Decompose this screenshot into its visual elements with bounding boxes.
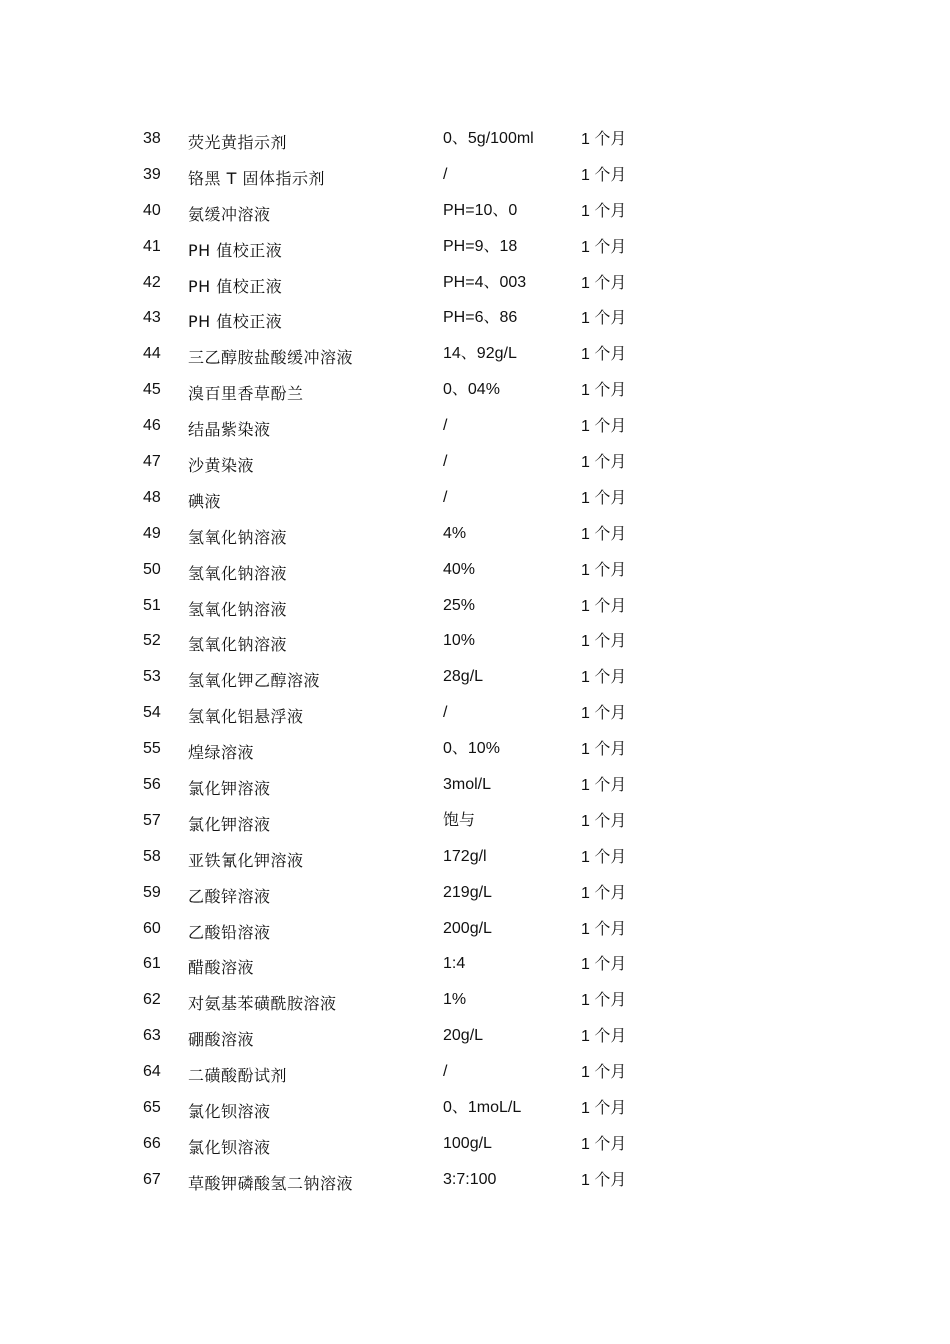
validity-period: 1 个月 xyxy=(581,1100,627,1118)
table-row xyxy=(0,984,950,1020)
table-row xyxy=(0,877,950,913)
reagent-name: 氨缓冲溶液 xyxy=(188,204,271,224)
row-number: 53 xyxy=(143,668,161,686)
reagent-concentration: 14、92g/L xyxy=(443,345,517,363)
validity-period: 1 个月 xyxy=(581,1135,627,1153)
reagent-concentration: / xyxy=(443,453,448,471)
table-row xyxy=(0,446,950,482)
table-row xyxy=(0,769,950,805)
validity-period: 1 个月 xyxy=(581,992,627,1010)
reagent-name: 氢氧化铝悬浮液 xyxy=(188,707,304,727)
table-row xyxy=(0,482,950,518)
reagent-concentration: 100g/L xyxy=(443,1134,492,1152)
row-number: 46 xyxy=(143,417,161,435)
validity-period: 1 个月 xyxy=(581,597,627,615)
table-row xyxy=(0,1092,950,1128)
table-row xyxy=(0,1020,950,1056)
reagent-concentration: 4% xyxy=(443,524,467,542)
reagent-concentration: 0、04% xyxy=(443,381,500,399)
validity-period: 1 个月 xyxy=(581,777,627,795)
reagent-table xyxy=(0,123,950,1200)
reagent-name: 氢氧化钾乙醇溶液 xyxy=(188,671,321,691)
reagent-concentration: 200g/L xyxy=(443,919,492,937)
reagent-concentration: 25% xyxy=(443,596,476,614)
row-number: 43 xyxy=(143,309,161,327)
table-row xyxy=(0,123,950,159)
reagent-name: 氯化钡溶液 xyxy=(188,1102,271,1122)
reagent-concentration: 饱与 xyxy=(443,811,476,829)
table-row xyxy=(0,948,950,984)
reagent-concentration: PH=9、18 xyxy=(443,237,518,255)
row-number: 67 xyxy=(143,1170,161,1188)
reagent-name: 氢氧化钠溶液 xyxy=(188,599,288,619)
reagent-concentration: 0、1moL/L xyxy=(443,1099,522,1117)
row-number: 48 xyxy=(143,488,161,506)
row-number: 51 xyxy=(143,596,161,614)
reagent-concentration: / xyxy=(443,165,448,183)
reagent-concentration: 28g/L xyxy=(443,668,484,686)
reagent-concentration: 40% xyxy=(443,560,476,578)
row-number: 58 xyxy=(143,847,161,865)
reagent-name: 碘液 xyxy=(188,491,222,511)
reagent-name: PH 值校正液 xyxy=(188,276,283,296)
reagent-name: 煌绿溶液 xyxy=(188,743,255,763)
table-row xyxy=(0,625,950,661)
reagent-concentration: 3mol/L xyxy=(443,776,492,794)
reagent-concentration: / xyxy=(443,704,448,722)
validity-period: 1 个月 xyxy=(581,920,627,938)
row-number: 65 xyxy=(143,1099,161,1117)
validity-period: 1 个月 xyxy=(581,669,627,687)
validity-period: 1 个月 xyxy=(581,741,627,759)
table-row xyxy=(0,554,950,590)
row-number: 60 xyxy=(143,919,161,937)
reagent-name: 醋酸溶液 xyxy=(188,958,255,978)
table-row xyxy=(0,590,950,626)
reagent-name: 硼酸溶液 xyxy=(188,1030,255,1050)
validity-period: 1 个月 xyxy=(581,848,627,866)
table-row xyxy=(0,733,950,769)
validity-period: 1 个月 xyxy=(581,238,627,256)
row-number: 55 xyxy=(143,740,161,758)
row-number: 52 xyxy=(143,632,161,650)
row-number: 66 xyxy=(143,1134,161,1152)
validity-period: 1 个月 xyxy=(581,382,627,400)
validity-period: 1 个月 xyxy=(581,812,627,830)
row-number: 45 xyxy=(143,381,161,399)
table-row xyxy=(0,195,950,231)
reagent-concentration: / xyxy=(443,1063,448,1081)
reagent-concentration: PH=4、003 xyxy=(443,273,527,291)
row-number: 41 xyxy=(143,237,161,255)
validity-period: 1 个月 xyxy=(581,202,627,220)
validity-period: 1 个月 xyxy=(581,131,627,148)
row-number: 64 xyxy=(143,1063,161,1081)
reagent-concentration: 172g/l xyxy=(443,847,487,865)
table-row xyxy=(0,159,950,195)
reagent-name: 沙黄染液 xyxy=(188,456,255,476)
reagent-name: 氢氧化钠溶液 xyxy=(188,635,288,655)
row-number: 38 xyxy=(143,130,161,147)
reagent-name: PH 值校正液 xyxy=(188,240,283,260)
validity-period: 1 个月 xyxy=(581,1064,627,1082)
reagent-name: 二磺酸酚试剂 xyxy=(188,1066,288,1086)
row-number: 44 xyxy=(143,345,161,363)
table-row xyxy=(0,302,950,338)
reagent-concentration: 20g/L xyxy=(443,1027,484,1045)
row-number: 54 xyxy=(143,704,161,722)
row-number: 47 xyxy=(143,453,161,471)
reagent-name: 草酸钾磷酸氢二钠溶液 xyxy=(188,1173,354,1193)
validity-period: 1 个月 xyxy=(581,525,627,543)
validity-period: 1 个月 xyxy=(581,561,627,579)
table-row xyxy=(0,697,950,733)
reagent-name: 氢氧化钠溶液 xyxy=(188,563,288,583)
table-row xyxy=(0,1056,950,1092)
row-number: 63 xyxy=(143,1027,161,1045)
reagent-concentration: 3:7:100 xyxy=(443,1170,497,1188)
table-row xyxy=(0,661,950,697)
reagent-name: 氯化钾溶液 xyxy=(188,814,271,834)
reagent-name: 铬黑 T 固体指示剂 xyxy=(188,168,325,188)
reagent-concentration: 219g/L xyxy=(443,883,492,901)
row-number: 59 xyxy=(143,883,161,901)
reagent-concentration: 1:4 xyxy=(443,955,466,973)
reagent-concentration: / xyxy=(443,417,448,435)
reagent-concentration: PH=10、0 xyxy=(443,201,518,219)
validity-period: 1 个月 xyxy=(581,310,627,328)
reagent-concentration: 0、10% xyxy=(443,740,500,758)
reagent-name: 氯化钡溶液 xyxy=(188,1137,271,1157)
reagent-concentration: 1% xyxy=(443,991,467,1009)
reagent-concentration: 0、5g/100ml xyxy=(443,130,534,147)
reagent-name: 氯化钾溶液 xyxy=(188,779,271,799)
reagent-name: 亚铁氰化钾溶液 xyxy=(188,850,304,870)
table-row xyxy=(0,338,950,374)
row-number: 42 xyxy=(143,273,161,291)
validity-period: 1 个月 xyxy=(581,274,627,292)
row-number: 50 xyxy=(143,560,161,578)
reagent-name: 乙酸锌溶液 xyxy=(188,886,271,906)
table-row xyxy=(0,374,950,410)
table-row xyxy=(0,841,950,877)
validity-period: 1 个月 xyxy=(581,1028,627,1046)
validity-period: 1 个月 xyxy=(581,166,627,184)
row-number: 49 xyxy=(143,524,161,542)
validity-period: 1 个月 xyxy=(581,1171,627,1189)
validity-period: 1 个月 xyxy=(581,418,627,436)
row-number: 39 xyxy=(143,165,161,183)
reagent-name: 三乙醇胺盐酸缓冲溶液 xyxy=(188,348,354,368)
validity-period: 1 个月 xyxy=(581,884,627,902)
validity-period: 1 个月 xyxy=(581,489,627,507)
row-number: 57 xyxy=(143,811,161,829)
validity-period: 1 个月 xyxy=(581,633,627,651)
table-row xyxy=(0,410,950,446)
table-row xyxy=(0,805,950,841)
table-row xyxy=(0,518,950,554)
reagent-name: 荧光黄指示剂 xyxy=(188,133,288,152)
validity-period: 1 个月 xyxy=(581,956,627,974)
reagent-name: 对氨基苯磺酰胺溶液 xyxy=(188,994,337,1014)
validity-period: 1 个月 xyxy=(581,454,627,472)
reagent-concentration: 10% xyxy=(443,632,476,650)
table-row xyxy=(0,913,950,949)
reagent-name: 结晶紫染液 xyxy=(188,420,271,440)
validity-period: 1 个月 xyxy=(581,346,627,364)
row-number: 62 xyxy=(143,991,161,1009)
reagent-concentration: / xyxy=(443,488,448,506)
reagent-name: PH 值校正液 xyxy=(188,312,283,332)
table-row xyxy=(0,267,950,303)
table-row xyxy=(0,1164,950,1200)
reagent-name: 溴百里香草酚兰 xyxy=(188,384,304,404)
table-row xyxy=(0,231,950,267)
row-number: 61 xyxy=(143,955,161,973)
reagent-name: 乙酸铅溶液 xyxy=(188,922,271,942)
reagent-concentration: PH=6、86 xyxy=(443,309,518,327)
table-row xyxy=(0,1128,950,1164)
validity-period: 1 个月 xyxy=(581,705,627,723)
reagent-name: 氢氧化钠溶液 xyxy=(188,527,288,547)
row-number: 40 xyxy=(143,201,161,219)
row-number: 56 xyxy=(143,776,161,794)
